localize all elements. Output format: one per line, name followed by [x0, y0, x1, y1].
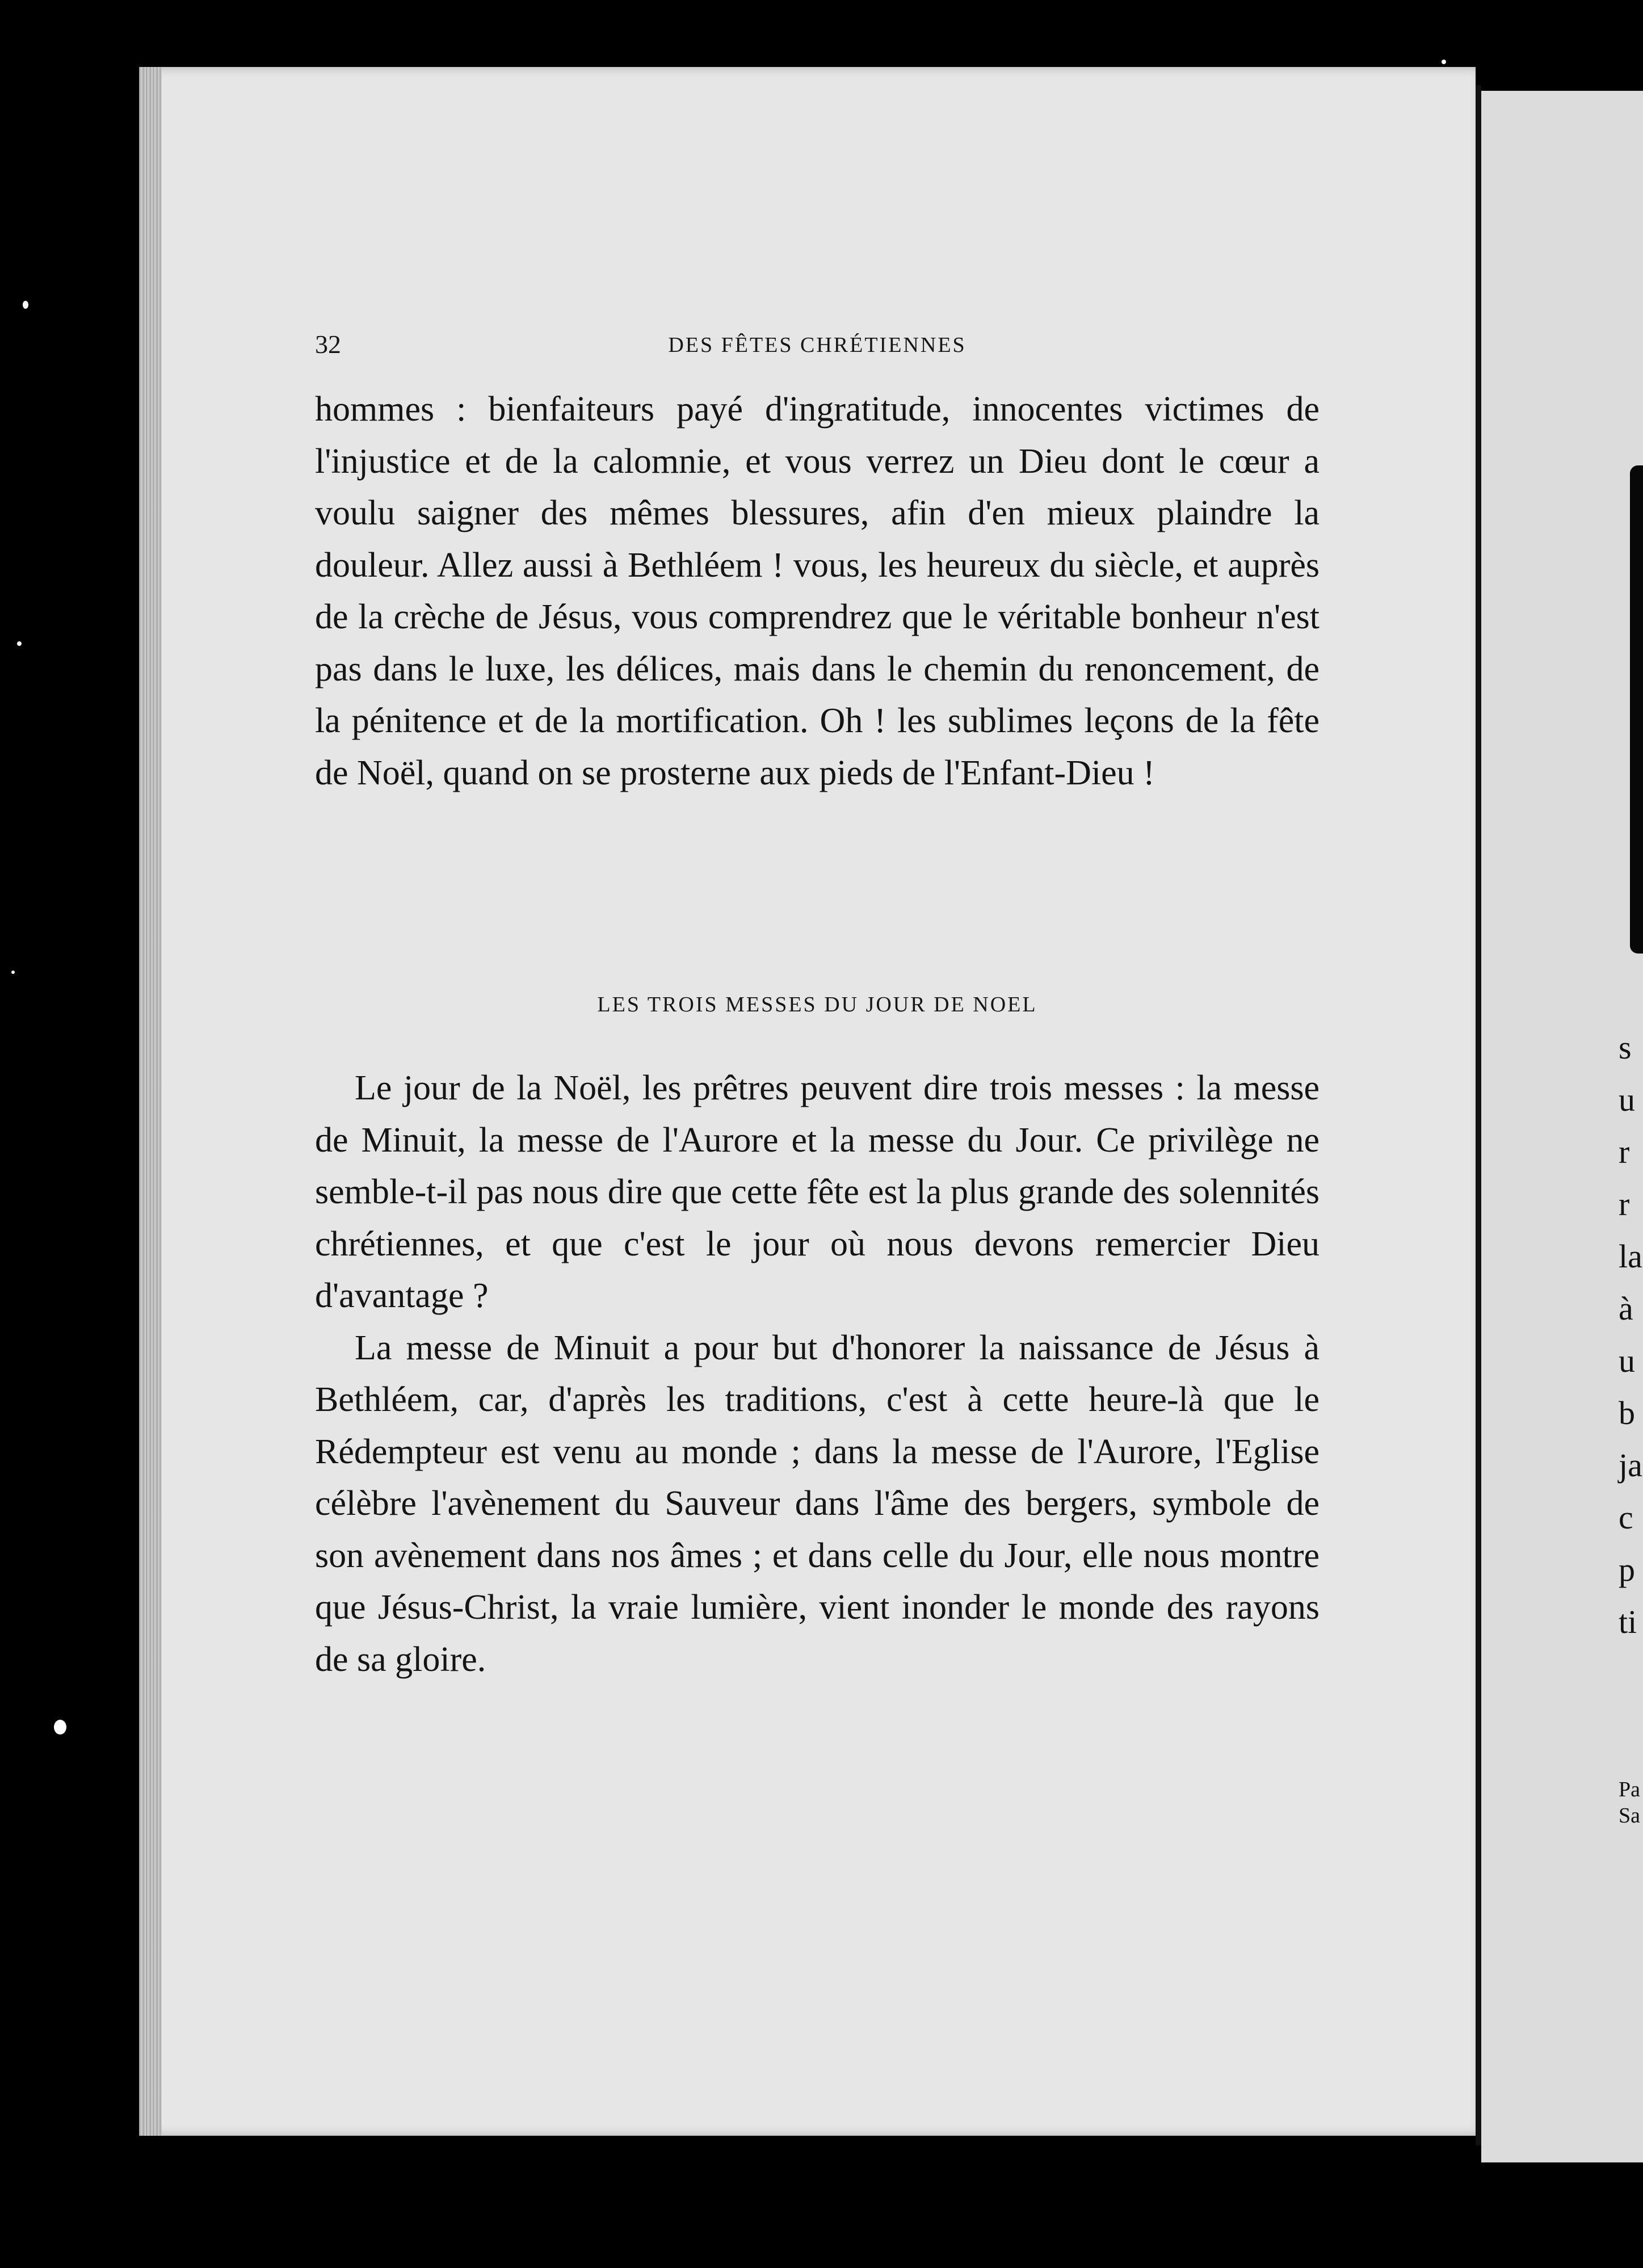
adjacent-letter: b: [1619, 1395, 1635, 1431]
adjacent-letter: p: [1619, 1551, 1635, 1588]
adjacent-page-dark-area: [1630, 465, 1643, 954]
adjacent-letter: à: [1619, 1290, 1633, 1327]
adjacent-letter: ja: [1619, 1447, 1642, 1484]
paragraph: La messe de Minuit a pour but d'honorer la naissance de Jésus à Bethléem, car, d'après les traditions, c'est à cette heure-là que le Rédempteur est venu au monde ; dans la messe de l'Aurore, l'Eglise célèbre l'avènement du Sauveur dans l'âme des bergers, symbole de son avènement dans nos âmes ; et dans celle du Jour, elle nous montre que Jésus-Christ, la vraie lumière, vient inonder le monde des rayons de sa gloire.: [315, 1328, 1320, 1679]
scan-speck: [1442, 60, 1446, 64]
running-head: DES FÊTES CHRÉTIENNES: [668, 333, 967, 357]
scan-speck: [23, 301, 28, 309]
adjacent-letter: ti: [1619, 1603, 1637, 1640]
adjacent-letter: u: [1619, 1342, 1635, 1379]
adjacent-letter: c: [1619, 1499, 1633, 1536]
body-text-section: [315, 1062, 1320, 1686]
adjacent-page-footer-fragments: [1619, 1776, 1640, 1829]
adjacent-letter: la: [1619, 1238, 1642, 1275]
paragraph: Le jour de la Noël, les prêtres peuvent dire trois messes : la messe de Minuit, la messe de l'Aurore et la messe du Jour. Ce privilège ne semble-t-il pas nous dire que cette fête est la plus grande des solennités chrétiennes, et que c'est le jour où nous devons remercier Dieu d'avantage ?: [315, 1069, 1320, 1315]
scan-speck: [54, 1720, 66, 1734]
adjacent-footer-fragment: Pa: [1619, 1778, 1640, 1801]
adjacent-letter: r: [1619, 1133, 1630, 1170]
adjacent-letter: s: [1619, 1029, 1632, 1066]
body-text-top: [315, 384, 1320, 799]
scan-speck: [17, 641, 22, 646]
page-edge: [139, 67, 162, 2136]
adjacent-page-text-fragments: [1619, 1022, 1643, 1648]
adjacent-footer-fragment: Sa: [1619, 1804, 1640, 1828]
gutter-line: [1476, 85, 1481, 2145]
adjacent-letter: r: [1619, 1186, 1630, 1223]
adjacent-letter: u: [1619, 1081, 1635, 1118]
paragraph: hommes : bienfaiteurs payé d'ingratitude, innocentes victimes de l'injustice et de la calomnie, et vous verrez un Dieu dont le cœur a voulu saigner des mêmes blessures, afin d'en mieux plaindre la douleur. Allez aussi à Bethléem ! vous, les heureux du siècle, et auprès de la crèche de Jésus, vous comprendrez que le véritable bonheur n'est pas dans le luxe, les délices, mais dans le chemin du renoncement, de la pénitence et de la mortification. Oh ! les sublimes leçons de la fête de Noël, quand on se prosterne aux pieds de l'Enfant-Dieu !: [315, 390, 1320, 792]
section-heading: LES TROIS MESSES DU JOUR DE NOEL: [597, 993, 1037, 1017]
page-number: 32: [315, 330, 341, 359]
scan-speck: [11, 971, 15, 974]
